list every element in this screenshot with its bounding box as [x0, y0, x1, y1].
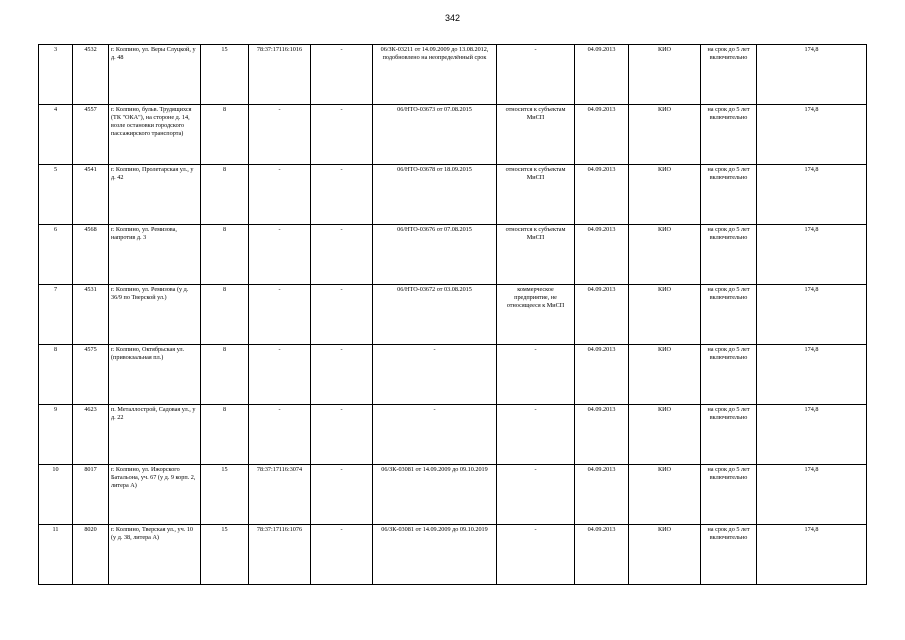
table-row — [39, 45, 867, 105]
zone-cell: 15 — [201, 465, 249, 525]
area-cell: 174,8 — [757, 165, 867, 225]
row-number-cell: 5 — [39, 165, 73, 225]
status-cell: - — [497, 345, 575, 405]
status-cell: - — [497, 405, 575, 465]
address-cell: п. Металлострой, Садовая ул., у д. 22 — [109, 405, 201, 465]
address-cell: г. Колпино, ул. Ремизова (у д. 36/9 по Тверской ул.) — [109, 285, 201, 345]
object-id-cell: 8017 — [73, 465, 109, 525]
object-id-cell: 4532 — [73, 45, 109, 105]
zone-cell: 8 — [201, 105, 249, 165]
cadastral-number-cell: - — [249, 225, 311, 285]
date-cell: 04.09.2013 — [575, 225, 629, 285]
status-cell: - — [497, 45, 575, 105]
column-6-cell: - — [311, 345, 373, 405]
cadastral-number-cell: - — [249, 345, 311, 405]
table-row — [39, 465, 867, 525]
document-cell: 06/НТО-03676 от 07.08.2015 — [373, 225, 497, 285]
page-number: 342 — [444, 13, 461, 23]
date-cell: 04.09.2013 — [575, 105, 629, 165]
area-cell: 174,8 — [757, 465, 867, 525]
row-number-cell: 10 — [39, 465, 73, 525]
address-cell: г. Колпино, бульв. Трудящихся (ТК "ОКА"), на стороне д. 14, возле остановки городского пассажирского транспорта) — [109, 105, 201, 165]
date-cell: 04.09.2013 — [575, 405, 629, 465]
table-row — [39, 105, 867, 165]
address-cell: г. Колпино, ул. Ижорского Батальона, уч. 67 (у д. 9 корп. 2, литера А) — [109, 465, 201, 525]
area-cell: 174,8 — [757, 405, 867, 465]
address-cell: г. Колпино, ул. Ремизова, напротив д. 3 — [109, 225, 201, 285]
object-id-cell: 4568 — [73, 225, 109, 285]
area-cell: 174,8 — [757, 105, 867, 165]
area-cell: 174,8 — [757, 225, 867, 285]
term-cell: на срок до 5 лет включительно — [701, 165, 757, 225]
cadastral-number-cell: 78:37:17116:1016 — [249, 45, 311, 105]
row-number-cell: 7 — [39, 285, 73, 345]
column-6-cell: - — [311, 45, 373, 105]
organization-cell: КИО — [629, 105, 701, 165]
zone-cell: 15 — [201, 45, 249, 105]
column-6-cell: - — [311, 105, 373, 165]
organization-cell: КИО — [629, 465, 701, 525]
column-6-cell: - — [311, 165, 373, 225]
document-cell: - — [373, 345, 497, 405]
term-cell: на срок до 5 лет включительно — [701, 285, 757, 345]
organization-cell: КИО — [629, 45, 701, 105]
cadastral-number-cell: - — [249, 165, 311, 225]
organization-cell: КИО — [629, 165, 701, 225]
date-cell: 04.09.2013 — [575, 45, 629, 105]
status-cell: коммерческое предприятие, не относящееся к МиСП — [497, 285, 575, 345]
cadastral-number-cell: - — [249, 405, 311, 465]
term-cell: на срок до 5 лет включительно — [701, 45, 757, 105]
table-row — [39, 225, 867, 285]
zone-cell: 8 — [201, 285, 249, 345]
term-cell: на срок до 5 лет включительно — [701, 465, 757, 525]
object-id-cell: 4541 — [73, 165, 109, 225]
column-6-cell: - — [311, 525, 373, 585]
address-cell: г. Колпино, ул. Веры Слуцкой, у д. 48 — [109, 45, 201, 105]
term-cell: на срок до 5 лет включительно — [701, 225, 757, 285]
column-6-cell: - — [311, 225, 373, 285]
document-cell: 06/ЗК-03081 от 14.09.2009 до 09.10.2019 — [373, 525, 497, 585]
object-id-cell: 4531 — [73, 285, 109, 345]
status-cell: относится к субъектам МиСП — [497, 105, 575, 165]
date-cell: 04.09.2013 — [575, 525, 629, 585]
term-cell: на срок до 5 лет включительно — [701, 105, 757, 165]
organization-cell: КИО — [629, 525, 701, 585]
date-cell: 04.09.2013 — [575, 345, 629, 405]
registry-table — [38, 44, 867, 585]
document-cell: 06/ЗК-03081 от 14.09.2009 до 09.10.2019 — [373, 465, 497, 525]
table-row — [39, 285, 867, 345]
organization-cell: КИО — [629, 225, 701, 285]
cadastral-number-cell: - — [249, 105, 311, 165]
zone-cell: 8 — [201, 165, 249, 225]
cadastral-number-cell: 78:37:17116:3074 — [249, 465, 311, 525]
table-row — [39, 165, 867, 225]
organization-cell: КИО — [629, 285, 701, 345]
column-6-cell: - — [311, 285, 373, 345]
area-cell: 174,8 — [757, 345, 867, 405]
area-cell: 174,8 — [757, 285, 867, 345]
address-cell: г. Колпино, Пролетарская ул., у д. 42 — [109, 165, 201, 225]
cadastral-number-cell: 78:37:17116:1076 — [249, 525, 311, 585]
term-cell: на срок до 5 лет включительно — [701, 525, 757, 585]
object-id-cell: 4575 — [73, 345, 109, 405]
organization-cell: КИО — [629, 405, 701, 465]
document-cell: 06/НТО-03673 от 07.08.2015 — [373, 105, 497, 165]
status-cell: относится к субъектам МиСП — [497, 165, 575, 225]
status-cell: - — [497, 525, 575, 585]
zone-cell: 8 — [201, 405, 249, 465]
row-number-cell: 11 — [39, 525, 73, 585]
date-cell: 04.09.2013 — [575, 165, 629, 225]
table-row — [39, 525, 867, 585]
object-id-cell: 4623 — [73, 405, 109, 465]
table-row — [39, 405, 867, 465]
organization-cell: КИО — [629, 345, 701, 405]
document-cell: - — [373, 405, 497, 465]
row-number-cell: 3 — [39, 45, 73, 105]
document-cell: 06/НТО-03678 от 18.09.2015 — [373, 165, 497, 225]
term-cell: на срок до 5 лет включительно — [701, 405, 757, 465]
term-cell: на срок до 5 лет включительно — [701, 345, 757, 405]
area-cell: 174,8 — [757, 45, 867, 105]
zone-cell: 8 — [201, 345, 249, 405]
status-cell: относится к субъектам МиСП — [497, 225, 575, 285]
document-cell: 06/НТО-03672 от 03.08.2015 — [373, 285, 497, 345]
table-row — [39, 345, 867, 405]
document-cell: 06/ЗК-03211 от 14.09.2009 до 13.08.2012, подобновлено на неопределённый срок — [373, 45, 497, 105]
column-6-cell: - — [311, 405, 373, 465]
object-id-cell: 8020 — [73, 525, 109, 585]
row-number-cell: 9 — [39, 405, 73, 465]
zone-cell: 8 — [201, 225, 249, 285]
row-number-cell: 6 — [39, 225, 73, 285]
object-id-cell: 4557 — [73, 105, 109, 165]
date-cell: 04.09.2013 — [575, 465, 629, 525]
cadastral-number-cell: - — [249, 285, 311, 345]
date-cell: 04.09.2013 — [575, 285, 629, 345]
address-cell: г. Колпино, Октябрьская ул. (привокзальная пл.) — [109, 345, 201, 405]
row-number-cell: 4 — [39, 105, 73, 165]
row-number-cell: 8 — [39, 345, 73, 405]
zone-cell: 15 — [201, 525, 249, 585]
status-cell: - — [497, 465, 575, 525]
address-cell: г. Колпино, Тверская ул., уч. 10 (у д. 38, литера А) — [109, 525, 201, 585]
area-cell: 174,8 — [757, 525, 867, 585]
column-6-cell: - — [311, 465, 373, 525]
